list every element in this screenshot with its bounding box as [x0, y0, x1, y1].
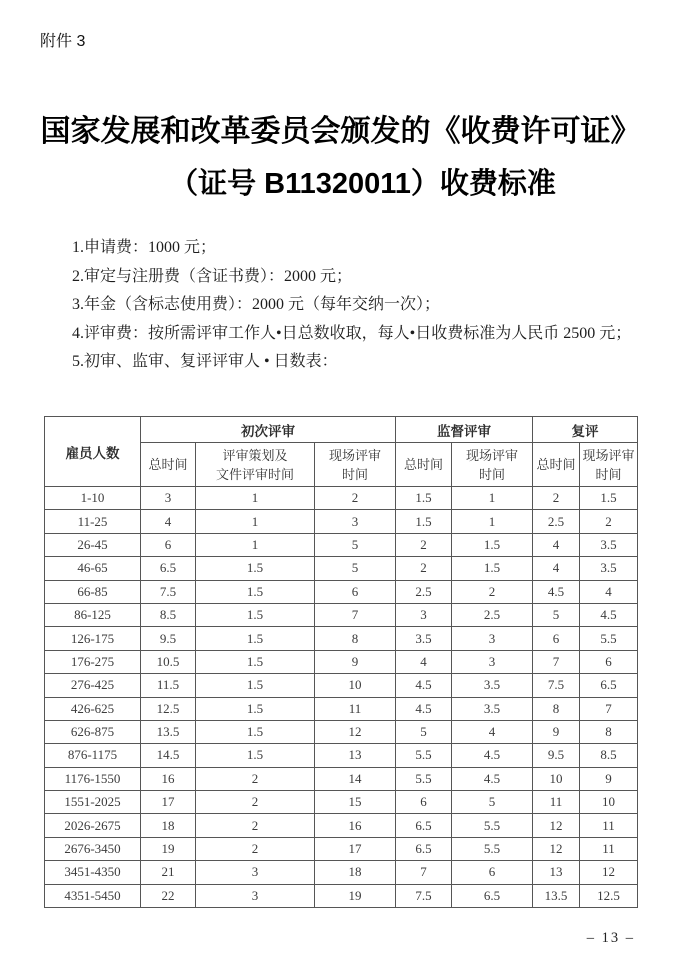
table-cell: 1: [196, 510, 315, 533]
table-cell: 3451-4350: [45, 861, 141, 884]
table-cell: 9.5: [141, 627, 196, 650]
table-cell: 7.5: [533, 674, 580, 697]
table-cell: 8.5: [141, 603, 196, 626]
table-cell: 4351-5450: [45, 884, 141, 907]
table-row: [45, 627, 638, 650]
table-body: [45, 487, 638, 908]
table-cell: 4.5: [580, 603, 638, 626]
table-cell: 3: [141, 487, 196, 510]
table-cell: 12: [580, 861, 638, 884]
document-title: [0, 112, 681, 203]
table-cell: 2: [533, 487, 580, 510]
table-cell: 426-625: [45, 697, 141, 720]
table-cell: 7.5: [141, 580, 196, 603]
fee-list-item: 3.年金（含标志使用费）：2000 元（每年交纳一次）；: [72, 296, 441, 313]
table-cell: 3.5: [452, 674, 533, 697]
table-cell: 4.5: [533, 580, 580, 603]
table-cell: 876-1175: [45, 744, 141, 767]
table-row: [45, 533, 638, 556]
table-cell: 2.5: [452, 603, 533, 626]
table-row: [45, 650, 638, 673]
table-cell: 3: [315, 510, 396, 533]
table-cell: 4: [533, 557, 580, 580]
table-cell: 13.5: [141, 720, 196, 743]
table-row: [45, 674, 638, 697]
table-cell: 17: [315, 837, 396, 860]
table-cell: 5: [533, 603, 580, 626]
table-row: [45, 720, 638, 743]
table-cell: 3: [196, 861, 315, 884]
table-cell: 11: [533, 791, 580, 814]
table-cell: 1.5: [196, 720, 315, 743]
table-cell: 14: [315, 767, 396, 790]
table-cell: 26-45: [45, 533, 141, 556]
table-cell: 5.5: [396, 744, 452, 767]
table-cell: 46-65: [45, 557, 141, 580]
table-cell: 12: [533, 837, 580, 860]
table-cell: 276-425: [45, 674, 141, 697]
table-cell: 1.5: [396, 487, 452, 510]
title-line-2: （证号 B11320011）收费标准: [169, 168, 556, 200]
table-cell: 5.5: [396, 767, 452, 790]
title-line-1: 国家发展和改革委员会颁发的《收费许可证》: [40, 115, 641, 148]
table-cell: 13.5: [533, 884, 580, 907]
review-days-table: [44, 416, 638, 908]
table-cell: 2: [196, 837, 315, 860]
table-header: [45, 417, 638, 487]
table-row: [45, 791, 638, 814]
table-cell: 4.5: [452, 767, 533, 790]
table-cell: 5: [396, 720, 452, 743]
table-cell: 4.5: [396, 674, 452, 697]
table-cell: 10: [533, 767, 580, 790]
table-cell: 3.5: [580, 557, 638, 580]
table-cell: 1.5: [196, 697, 315, 720]
table-cell: 4: [141, 510, 196, 533]
table-row: [45, 884, 638, 907]
fee-list-item: 4.评审费：按所需评审工作人•日总数收取，每人•日收费标准为人民币 2500 元；: [72, 324, 632, 342]
table-row: [45, 697, 638, 720]
table-cell: 11: [315, 697, 396, 720]
table-cell: 2: [315, 487, 396, 510]
table-row: [45, 557, 638, 580]
table-cell: 2: [396, 533, 452, 556]
table-cell: 2676-3450: [45, 837, 141, 860]
table-cell: 7: [533, 650, 580, 673]
table-cell: 10.5: [141, 650, 196, 673]
sub-header: 现场评审 时间: [452, 443, 533, 487]
table-cell: 5: [315, 533, 396, 556]
table-cell: 16: [141, 767, 196, 790]
table-cell: 1: [452, 510, 533, 533]
sub-header: 总时间: [141, 443, 196, 487]
table-cell: 14.5: [141, 744, 196, 767]
fee-list: [72, 234, 645, 377]
table-cell: 5.5: [580, 627, 638, 650]
table-cell: 7: [580, 697, 638, 720]
table-cell: 4: [396, 650, 452, 673]
table-cell: 18: [141, 814, 196, 837]
table-cell: 6.5: [396, 814, 452, 837]
table-cell: 6.5: [396, 837, 452, 860]
table-cell: 1.5: [196, 580, 315, 603]
table-cell: 4.5: [452, 744, 533, 767]
table-cell: 13: [315, 744, 396, 767]
table-row: [45, 744, 638, 767]
table-cell: 2: [580, 510, 638, 533]
table-cell: 11: [580, 837, 638, 860]
table-cell: 6: [141, 533, 196, 556]
table-cell: 2026-2675: [45, 814, 141, 837]
table-cell: 1.5: [196, 627, 315, 650]
table-cell: 6.5: [452, 884, 533, 907]
table-cell: 5.5: [452, 837, 533, 860]
table-cell: 19: [141, 837, 196, 860]
table-cell: 12: [533, 814, 580, 837]
fee-list-item: 2.审定与注册费（含证书费）：2000 元；: [72, 267, 353, 285]
table-cell: 12.5: [141, 697, 196, 720]
table-row: [45, 510, 638, 533]
table-cell: 6.5: [141, 557, 196, 580]
table-cell: 19: [315, 884, 396, 907]
table-row: [45, 767, 638, 790]
table-cell: 15: [315, 791, 396, 814]
table-cell: 3: [452, 650, 533, 673]
table-cell: 1.5: [196, 744, 315, 767]
table-cell: 11.5: [141, 674, 196, 697]
table-cell: 2: [396, 557, 452, 580]
page-number: – 13 –: [586, 930, 635, 946]
table-cell: 1.5: [196, 603, 315, 626]
table-cell: 10: [315, 674, 396, 697]
table-cell: 4: [533, 533, 580, 556]
table-cell: 8.5: [580, 744, 638, 767]
table-cell: 8: [533, 697, 580, 720]
sub-header: 评审策划及 文件评审时间: [196, 443, 315, 487]
table-cell: 3: [452, 627, 533, 650]
table-cell: 16: [315, 814, 396, 837]
table-cell: 66-85: [45, 580, 141, 603]
table-cell: 3.5: [452, 697, 533, 720]
table-cell: 1: [196, 487, 315, 510]
table-cell: 1.5: [580, 487, 638, 510]
table-cell: 7: [315, 603, 396, 626]
table-cell: 1.5: [196, 557, 315, 580]
table-row: [45, 814, 638, 837]
table-cell: 126-175: [45, 627, 141, 650]
table-cell: 2.5: [533, 510, 580, 533]
table-cell: 10: [580, 791, 638, 814]
table-cell: 9.5: [533, 744, 580, 767]
table-cell: 6.5: [580, 674, 638, 697]
table-cell: 7.5: [396, 884, 452, 907]
table-cell: 3: [196, 884, 315, 907]
table-cell: 1.5: [396, 510, 452, 533]
fee-list-item: 5.初审、监审、复评评审人 • 日数表：: [72, 353, 338, 370]
table-cell: 2: [196, 767, 315, 790]
table-cell: 176-275: [45, 650, 141, 673]
table-cell: 1: [196, 533, 315, 556]
review-days-table-wrap: [44, 416, 638, 908]
table-cell: 1.5: [196, 674, 315, 697]
table-cell: 9: [580, 767, 638, 790]
table-cell: 1176-1550: [45, 767, 141, 790]
table-cell: 5: [452, 791, 533, 814]
table-cell: 2: [452, 580, 533, 603]
sub-header: 总时间: [533, 443, 580, 487]
table-row: [45, 580, 638, 603]
table-cell: 8: [315, 627, 396, 650]
table-cell: 1: [452, 487, 533, 510]
group-header: 监督评审: [396, 417, 533, 443]
table-cell: 6: [580, 650, 638, 673]
table-cell: 1-10: [45, 487, 141, 510]
table-cell: 1551-2025: [45, 791, 141, 814]
table-cell: 3.5: [580, 533, 638, 556]
table-cell: 4: [452, 720, 533, 743]
table-cell: 21: [141, 861, 196, 884]
table-cell: 7: [396, 861, 452, 884]
table-cell: 6: [396, 791, 452, 814]
table-cell: 86-125: [45, 603, 141, 626]
table-cell: 18: [315, 861, 396, 884]
table-cell: 6: [533, 627, 580, 650]
table-cell: 3.5: [396, 627, 452, 650]
table-cell: 1.5: [452, 557, 533, 580]
table-cell: 2: [196, 791, 315, 814]
sub-header: 现场评审 时间: [315, 443, 396, 487]
table-row: [45, 837, 638, 860]
table-cell: 9: [533, 720, 580, 743]
sub-header: 现场评审 时间: [580, 443, 638, 487]
group-header: 初次评审: [141, 417, 396, 443]
table-cell: 11: [580, 814, 638, 837]
table-cell: 5.5: [452, 814, 533, 837]
col-header-employee-count: 雇员人数: [45, 417, 141, 487]
table-row: [45, 603, 638, 626]
table-cell: 2: [196, 814, 315, 837]
table-cell: 13: [533, 861, 580, 884]
table-cell: 12: [315, 720, 396, 743]
table-cell: 17: [141, 791, 196, 814]
table-cell: 9: [315, 650, 396, 673]
table-cell: 4: [580, 580, 638, 603]
table-cell: 22: [141, 884, 196, 907]
table-cell: 5: [315, 557, 396, 580]
table-cell: 11-25: [45, 510, 141, 533]
table-cell: 1.5: [452, 533, 533, 556]
sub-header: 总时间: [396, 443, 452, 487]
table-cell: 12.5: [580, 884, 638, 907]
table-row: [45, 861, 638, 884]
table-cell: 3: [396, 603, 452, 626]
attachment-label: 附件 3: [40, 33, 86, 50]
table-cell: 1.5: [196, 650, 315, 673]
table-cell: 6: [315, 580, 396, 603]
table-row: [45, 487, 638, 510]
fee-list-item: 1.申请费：1000 元；: [72, 239, 217, 256]
table-cell: 2.5: [396, 580, 452, 603]
table-cell: 626-875: [45, 720, 141, 743]
table-cell: 8: [580, 720, 638, 743]
group-header: 复评: [533, 417, 638, 443]
table-cell: 4.5: [396, 697, 452, 720]
table-cell: 6: [452, 861, 533, 884]
